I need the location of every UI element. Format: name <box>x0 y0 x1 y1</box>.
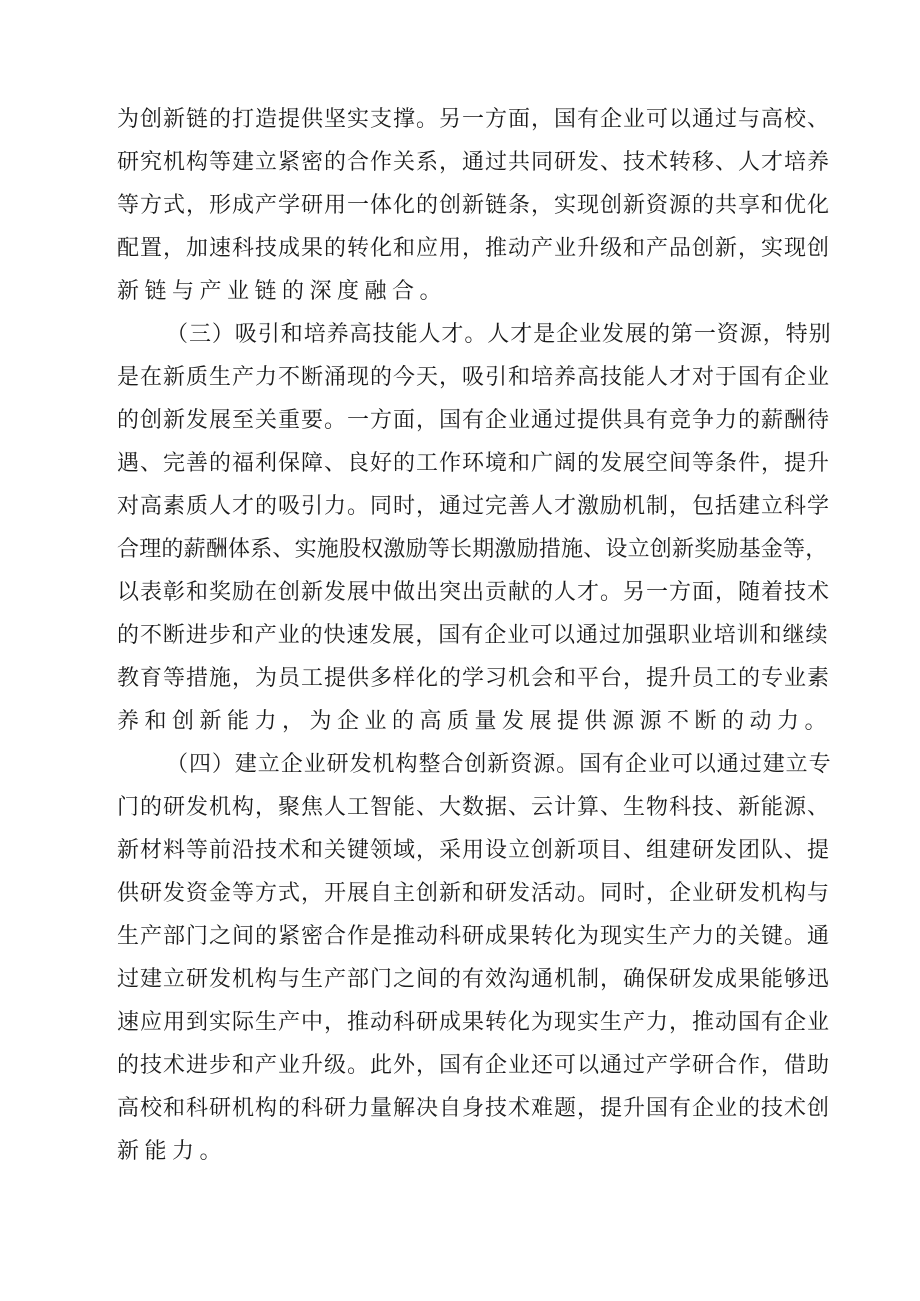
text-line: 遇、完善的福利保障、良好的工作环境和广阔的发展空间等条件，提升 <box>117 451 831 476</box>
text-line: 对高素质人才的吸引力。同时，通过完善人才激励机制，包括建立科学 <box>117 494 831 519</box>
body-text <box>117 98 832 1173</box>
text-line: 生产部门之间的紧密合作是推动科研成果转化为现实生产力的关键。通 <box>117 924 831 949</box>
text-line: 养和创新能力，为企业的高质量发展提供源源不断的动力。 <box>117 709 833 734</box>
text-line: 为创新链的打造提供坚实支撑。另一方面，国有企业可以通过与高校、 <box>117 107 831 132</box>
paragraph-3 <box>117 743 832 1173</box>
text-line: 等方式，形成产学研用一体化的创新链条，实现创新资源的共享和优化 <box>117 193 831 218</box>
text-line: 新材料等前沿技术和关键领域，采用设立创新项目、组建研发团队、提 <box>117 838 831 863</box>
text-line: 研究机构等建立紧密的合作关系，通过共同研发、技术转移、人才培养 <box>117 150 831 175</box>
text-line: 的技术进步和产业升级。此外，国有企业还可以通过产学研合作，借助 <box>117 1053 831 1078</box>
text-line: 以表彰和奖励在创新发展中做出突出贡献的人才。另一方面，随着技术 <box>117 580 831 605</box>
text-line: 配置，加速科技成果的转化和应用，推动产业升级和产品创新，实现创 <box>117 236 831 261</box>
text-line: 门的研发机构，聚焦人工智能、大数据、云计算、生物科技、新能源、 <box>117 795 831 820</box>
text-line: 高校和科研机构的科研力量解决自身技术难题，提升国有企业的技术创 <box>117 1096 831 1121</box>
paragraph-2 <box>117 313 832 743</box>
text-line: 过建立研发机构与生产部门之间的有效沟通机制，确保研发成果能够迅 <box>117 967 831 992</box>
text-line: 供研发资金等方式，开展自主创新和研发活动。同时，企业研发机构与 <box>117 881 831 906</box>
text-line: 速应用到实际生产中，推动科研成果转化为现实生产力，推动国有企业 <box>117 1010 831 1035</box>
text-line-indented: （三）吸引和培养高技能人才。人才是企业发展的第一资源，特别 <box>166 322 832 347</box>
text-line: 是在新质生产力不断涌现的今天，吸引和培养高技能人才对于国有企业 <box>117 365 831 390</box>
text-line: 新链与产业链的深度融合。 <box>117 279 448 304</box>
text-line-indented: （四）建立企业研发机构整合创新资源。国有企业可以通过建立专 <box>166 752 832 777</box>
text-line: 教育等措施，为员工提供多样化的学习机会和平台，提升员工的专业素 <box>117 666 831 691</box>
text-line: 的创新发展至关重要。一方面，国有企业通过提供具有竞争力的薪酬待 <box>117 408 831 433</box>
paragraph-1 <box>117 98 832 313</box>
text-line: 合理的薪酬体系、实施股权激励等长期激励措施、设立创新奖励基金等， <box>117 537 828 562</box>
text-line: 新能力。 <box>117 1139 228 1164</box>
text-line: 的不断进步和产业的快速发展，国有企业可以通过加强职业培训和继续 <box>117 623 829 648</box>
